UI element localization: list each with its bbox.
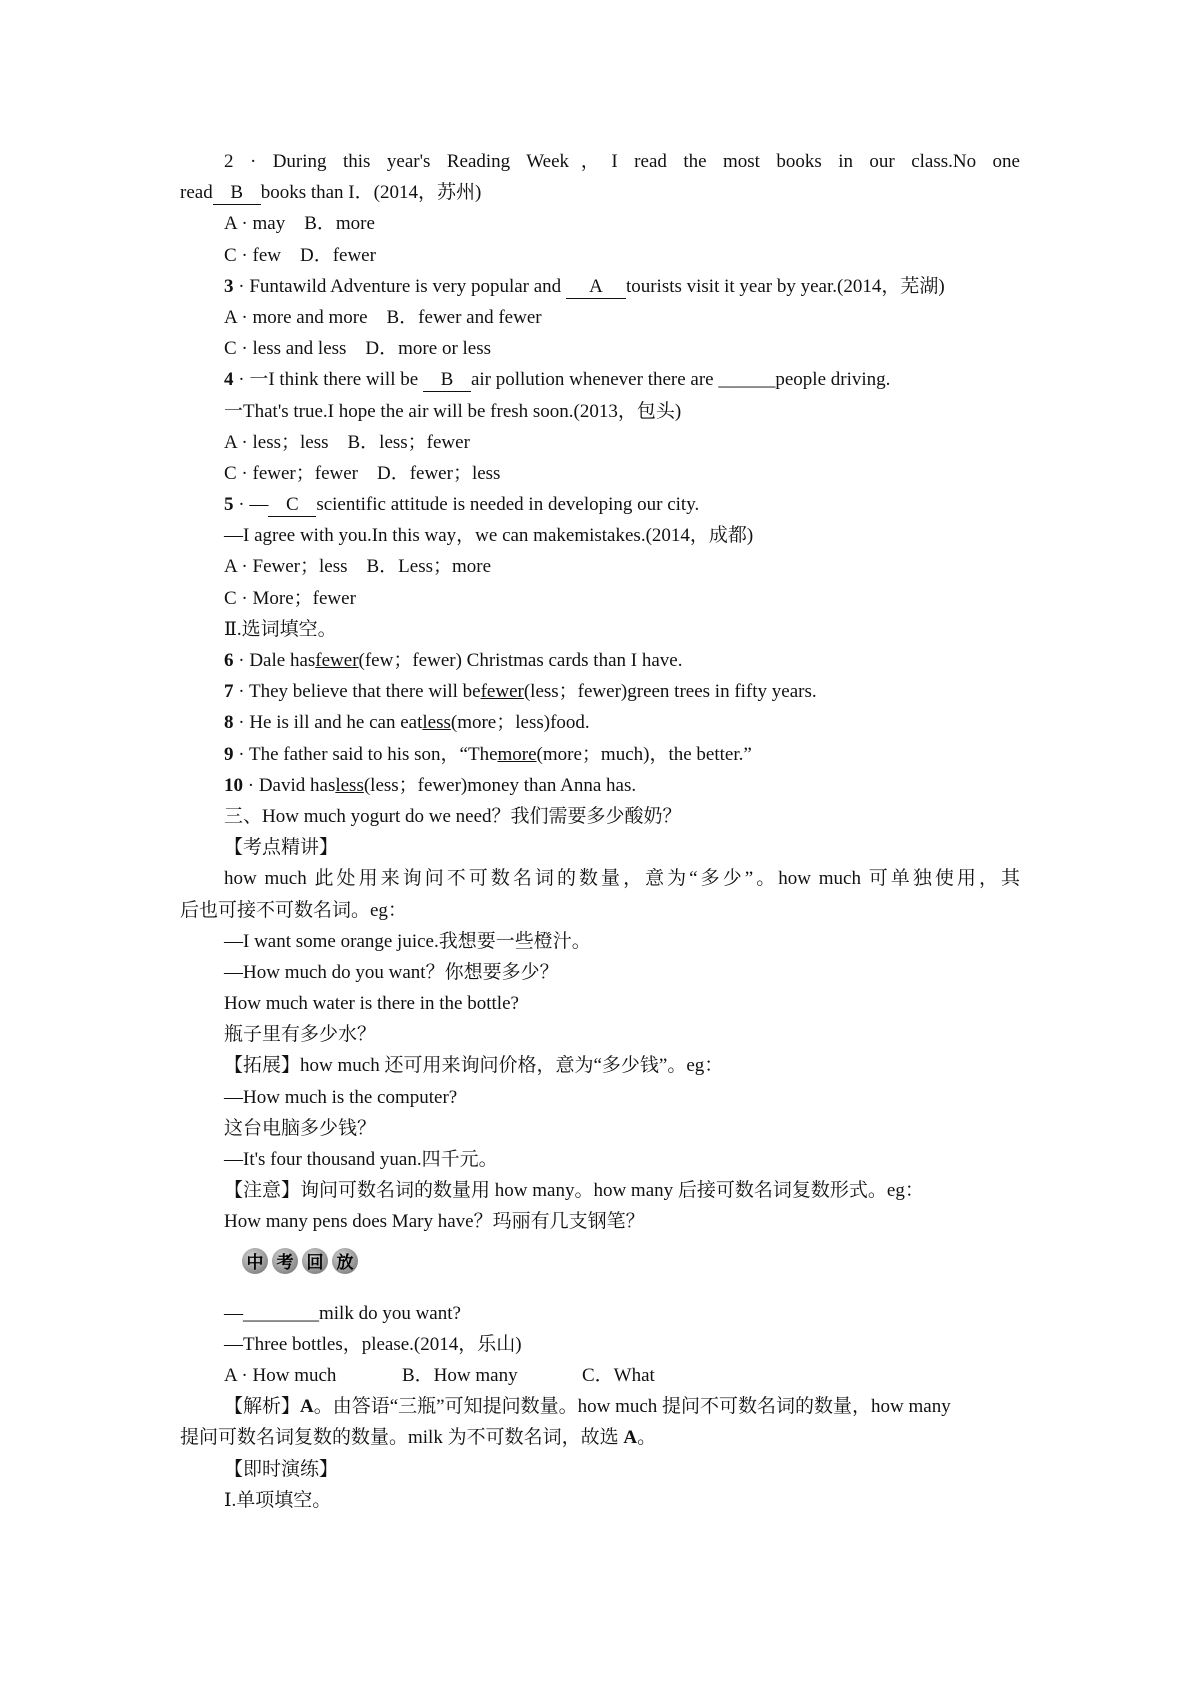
q2-answer-blank: B [213, 182, 261, 205]
zhuyi-line [180, 1175, 1020, 1206]
banner-badge: 回 [302, 1248, 328, 1274]
jiexi-answer: A [300, 1396, 314, 1418]
fill-item [180, 770, 1020, 801]
jiexi-line2 [180, 1422, 1020, 1453]
review-blank: ________ [243, 1302, 319, 1324]
fill-number: 6 [224, 650, 234, 671]
q2-options-ab: A · may B．more [224, 213, 375, 235]
q4-stem [180, 364, 1020, 395]
fill-post: (less；fewer)green trees in fifty years. [523, 681, 817, 703]
example-translation: 瓶子里有多少水？ [224, 1024, 377, 1046]
q5-options-c: C · More；fewer [224, 587, 356, 609]
fill-item [180, 707, 1020, 738]
fill-answer: less [335, 774, 364, 796]
q3-answer-blank: A [566, 276, 626, 299]
jiexi-line2-end: 。 [637, 1427, 657, 1449]
q4-answer-blank: B [423, 369, 471, 392]
fill-number: 8 [224, 712, 234, 734]
example-line: —How much is the computer? [224, 1086, 458, 1108]
fill-item [180, 739, 1020, 770]
fill-pre: · He is ill and he can eat [233, 712, 423, 734]
review-post: milk do you want? [319, 1302, 461, 1324]
q2-line1-text: 2 · During this year's Reading Week，I read the most books in our class.No one [224, 151, 1020, 172]
banner-badge: 中 [242, 1248, 268, 1274]
q2-line2 [180, 177, 1020, 208]
q2-options-cd: C · few D．fewer [224, 244, 376, 266]
explanation-line1 [180, 863, 1020, 894]
section3-title: 三、How much yogurt do we need？我们需要多少酸奶？ [224, 805, 682, 827]
tuozhan-label: 【拓展】 [224, 1055, 301, 1077]
banner-badges [242, 1248, 358, 1274]
q5-pre: · — [233, 494, 269, 516]
jiexi-text: 。由答语“三瓶”可知提问数量。how much 提问不可数名词的数量，how many [313, 1396, 951, 1418]
section-last-title: Ⅰ.单项填空。 [224, 1489, 332, 1511]
review-question [180, 1298, 1020, 1329]
q2-pre: read [180, 182, 213, 204]
fill-number: 7 [224, 681, 234, 703]
kaodian-heading: 【考点精讲】 [224, 837, 339, 859]
fill-pre: · David has [243, 774, 336, 796]
example-line: How much water is there in the bottle? [224, 993, 519, 1015]
q5-options-ab: A · Fewer；less B．Less；more [224, 556, 492, 578]
zhongkao-huifang-banner [180, 1238, 1020, 1298]
jiexi-label: 【解析】 [224, 1396, 301, 1418]
jiexi-line2-answer: A [623, 1427, 638, 1449]
q4-pre: · 一I think there will be [233, 369, 423, 391]
q4-reply: 一That's true.I hope the air will be fresh soon.(2013，包头) [224, 400, 682, 422]
fill-answer: more [497, 743, 537, 765]
jiexi-line1 [180, 1391, 1020, 1422]
zhuyi-text: 询问可数名词的数量用 how many。how many 后接可数名词复数形式。eg： [300, 1180, 924, 1202]
q3-options-cd: C · less and less D．more or less [224, 338, 492, 360]
example-line: —How much do you want？你想要多少？ [224, 961, 559, 983]
q5-post: scientific attitude is needed in developing our city. [316, 494, 700, 516]
fill-pre: · The father said to his son，“The [233, 743, 498, 765]
fill-item [180, 645, 1020, 676]
review-option-c: C．What [582, 1364, 655, 1386]
q4-blank2: ______ [718, 369, 776, 391]
fill-pre: · They believe that there will be [233, 681, 481, 703]
q4-mid: air pollution whenever there are [470, 369, 719, 391]
example-translation: 这台电脑多少钱？ [224, 1117, 377, 1139]
jiexi-line2-text: 提问可数名词复数的数量。milk 为不可数名词，故选 [180, 1427, 624, 1449]
q4-post: people driving. [775, 369, 891, 391]
review-pre: — [224, 1302, 243, 1324]
q4-number: 4 [224, 369, 234, 391]
zhuyi-label: 【注意】 [224, 1180, 301, 1202]
q5-number: 5 [224, 494, 234, 516]
fill-answer: fewer [480, 681, 524, 703]
q4-options-cd: C · fewer；fewer D．fewer；less [224, 462, 501, 484]
fill-item [180, 676, 1020, 707]
q2-line1 [180, 146, 1020, 177]
q3-options-ab: A · more and more B．fewer and fewer [224, 306, 542, 328]
q4-options-ab: A · less；less B．less；fewer [224, 431, 470, 453]
example-line: —I want some orange juice.我想要一些橙汁。 [224, 930, 591, 952]
fill-number: 10 [224, 774, 243, 796]
tuozhan-line [180, 1050, 1020, 1081]
q5-stem [180, 489, 1020, 520]
review-option-a: A · How much [224, 1364, 337, 1386]
page-content [180, 146, 1020, 1516]
fill-post: (few；fewer) Christmas cards than I have. [358, 650, 683, 671]
q5-answer-blank: C [268, 494, 316, 517]
fill-post: (more；much)，the better.” [536, 743, 752, 765]
jishi-heading: 【即时演练】 [224, 1458, 339, 1480]
fill-pre: · Dale has [233, 650, 316, 671]
fill-post: (less；fewer)money than Anna has. [363, 774, 637, 796]
example-line: How many pens does Mary have？玛丽有几支钢笔？ [224, 1211, 645, 1233]
fill-answer: less [422, 712, 451, 734]
review-reply: —Three bottles，please.(2014，乐山) [224, 1333, 522, 1355]
fill-answer: fewer [315, 650, 359, 671]
tuozhan-text: how much 还可用来询问价格，意为“多少钱”。eg： [300, 1055, 724, 1077]
banner-badge: 考 [272, 1248, 298, 1274]
fill-post: (more；less)food. [450, 712, 590, 734]
q3-post: tourists visit it year by year.(2014，芜湖) [625, 275, 945, 297]
fill-number: 9 [224, 743, 234, 765]
q5-reply: —I agree with you.In this way，we can makemistakes.(2014，成都) [224, 525, 754, 547]
q2-post: books than I．(2014，苏州) [260, 182, 482, 204]
q3-number: 3 [224, 275, 234, 297]
banner-badge: 放 [332, 1248, 358, 1274]
example-line: —It's four thousand yuan.四千元。 [224, 1149, 498, 1170]
review-option-b: B．How many [402, 1364, 518, 1386]
explanation-line1-text: how much 此处用来询问不可数名词的数量，意为“多少”。how much 可单独使用，其 [224, 868, 1020, 890]
section2-title: Ⅱ.选词填空。 [224, 618, 337, 640]
review-options [180, 1360, 1020, 1391]
explanation-line2: 后也可接不可数名词。eg： [180, 899, 407, 921]
q3-stem [180, 271, 1020, 302]
q3-pre: · Funtawild Adventure is very popular and [233, 275, 566, 297]
